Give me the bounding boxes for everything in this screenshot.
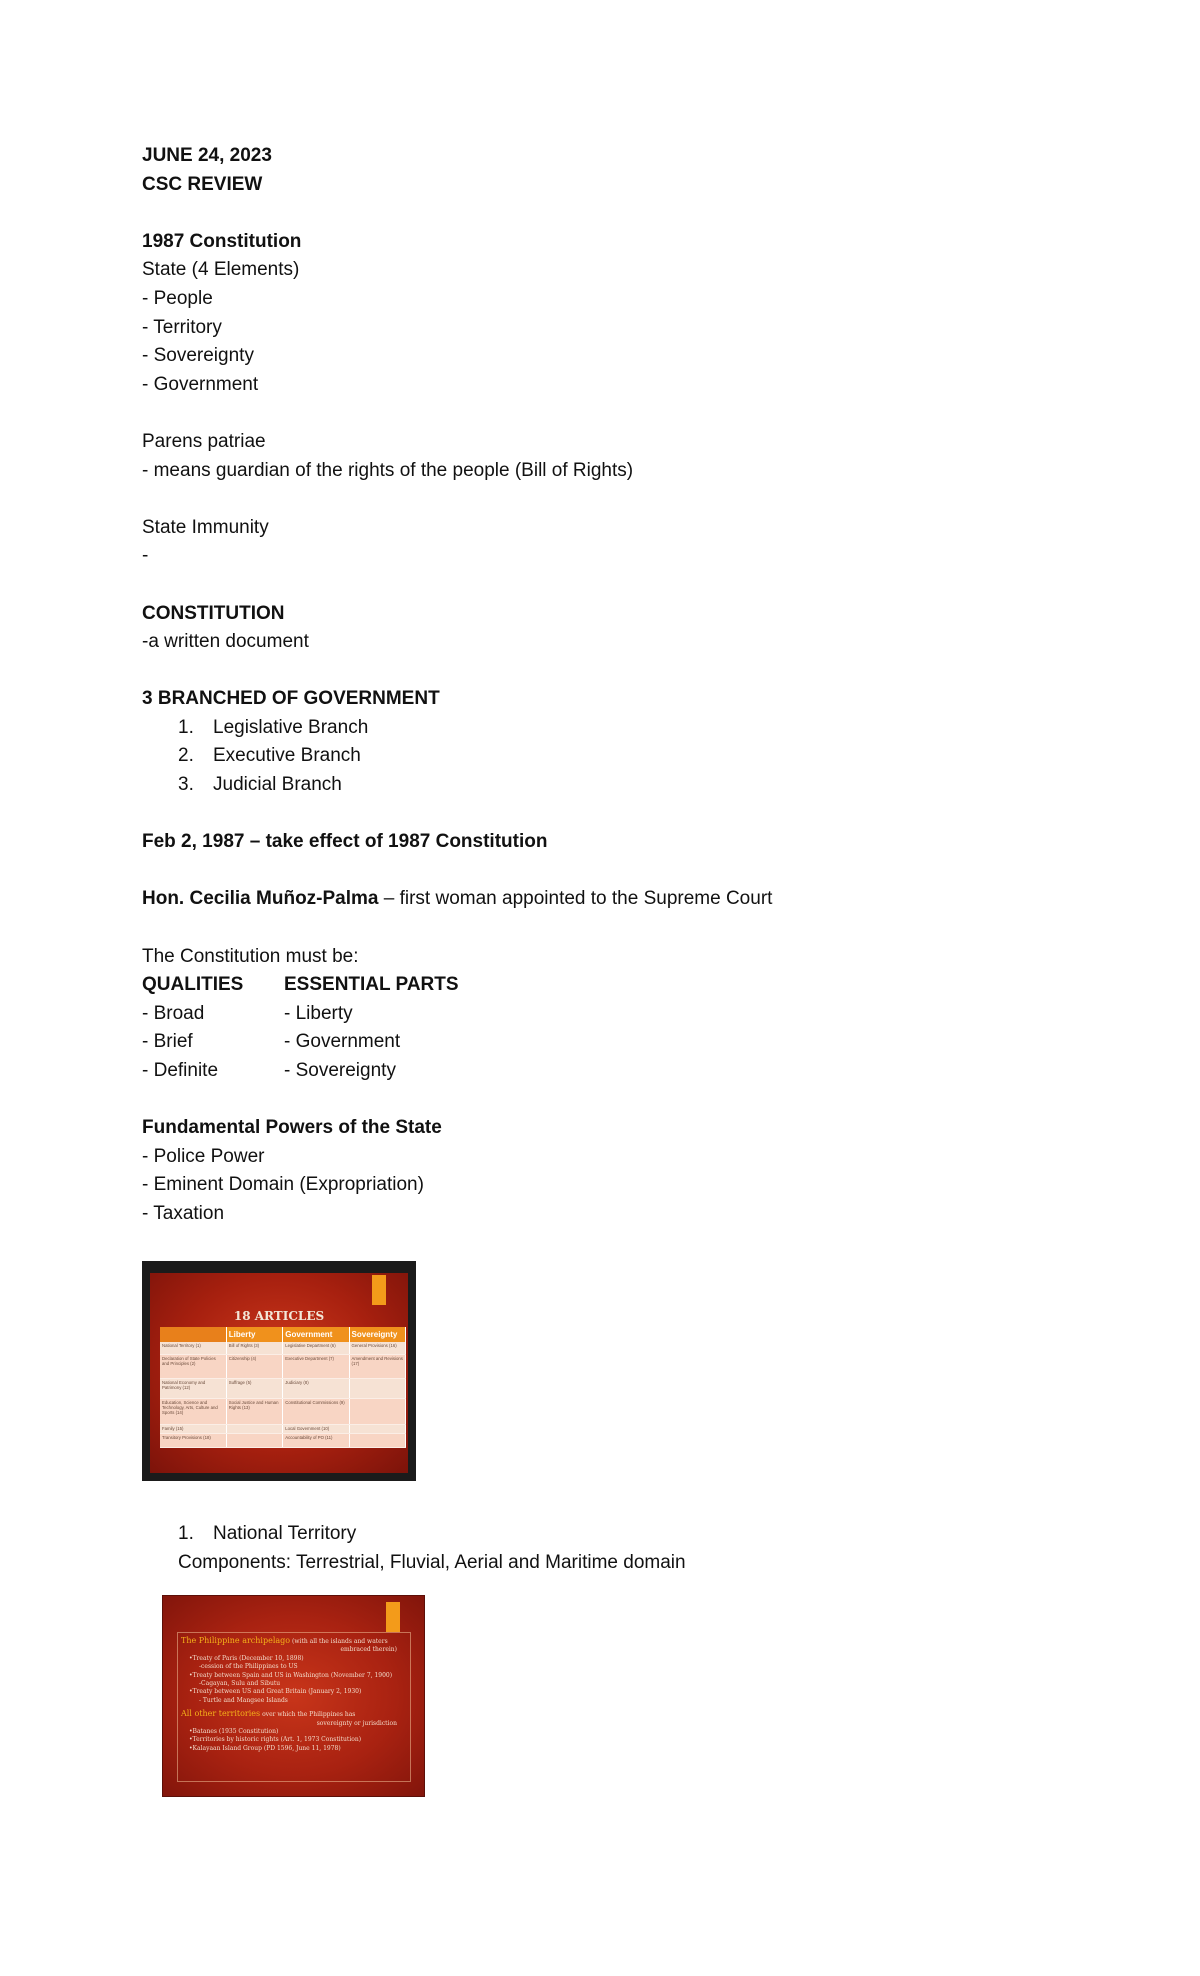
slide-bullet: •Treaty between Spain and US in Washington (November 7, 1900) (189, 1671, 393, 1679)
table-cell: Legislative Department (6) (283, 1342, 349, 1354)
document-title: CSC REVIEW (142, 173, 263, 195)
section-heading: Fundamental Powers of the State (142, 1117, 442, 1139)
territory-section (142, 1520, 1042, 1577)
table-cell: Social Justice and Human Rights (13) (226, 1398, 282, 1424)
table-cell: Local Government (10) (283, 1424, 349, 1433)
slide-bullet: •Territories by historic rights (Art. 1, 1973 Constitution) (189, 1736, 362, 1744)
slide-bullet: •Kalayaan Island Group (PD 1596, June 11, 1978) (189, 1744, 341, 1752)
table-row (160, 1378, 406, 1398)
table-cell: Family (15) (160, 1424, 226, 1433)
table-cell: Education, Science and Technology, Arts, Culture and Sports (14) (160, 1398, 226, 1424)
table-row (160, 1342, 406, 1354)
table-cell: Constitutional Commissions (9) (283, 1398, 349, 1424)
table-cell: Citizenship (4) (226, 1354, 282, 1378)
must-be-intro: The Constitution must be: (142, 945, 359, 967)
list-item (142, 742, 1102, 771)
list-number: 1. (178, 716, 194, 738)
table-cell: Accountability of PO (11) (283, 1433, 349, 1447)
qualities-heading: QUALITIES (142, 974, 244, 996)
list-item (142, 1520, 1042, 1549)
table-cell (226, 1433, 282, 1447)
section-heading: 3 BRANCHED OF GOVERNMENT (142, 688, 440, 710)
table-row (160, 1398, 406, 1424)
slide-text-line: sovereignty or jurisdiction (316, 1719, 397, 1727)
table-header-row (160, 1327, 406, 1342)
section-heading: CONSTITUTION (142, 602, 285, 624)
slide-text (181, 1636, 409, 1753)
slide-text-line: embraced therein) (340, 1646, 397, 1654)
quality-item: - Broad (142, 1002, 205, 1024)
list-item: - Sovereignty (142, 345, 254, 367)
document-body (142, 142, 1102, 1229)
articles-table (160, 1327, 406, 1448)
archipelago-slide-image (162, 1595, 425, 1797)
table-header (160, 1327, 226, 1342)
essential-parts-heading: ESSENTIAL PARTS (284, 974, 459, 996)
table-header: Liberty (226, 1327, 282, 1342)
list-item (142, 714, 1102, 743)
table-cell: National Territory (1) (160, 1342, 226, 1354)
table-cell (349, 1378, 405, 1398)
table-cell: Suffrage (5) (226, 1378, 282, 1398)
table-cell: Executive Department (7) (283, 1354, 349, 1378)
person-name: Hon. Cecilia Muñoz-Palma (142, 888, 379, 910)
table-header: Government (283, 1327, 349, 1342)
list-item: - Government (142, 373, 259, 395)
table-cell: Declaration of State Policies and Principles (2) (160, 1354, 226, 1378)
list-item: - Territory (142, 316, 222, 338)
list-label: Executive Branch (213, 745, 361, 767)
list-number: 2. (178, 745, 194, 767)
palma-note (142, 885, 1102, 914)
table-cell: General Provisions (16) (349, 1342, 405, 1354)
definition: - (142, 545, 149, 567)
section-heading: 1987 Constitution (142, 230, 302, 252)
essential-part-item: - Government (284, 1031, 401, 1053)
table-cell: Judiciary (8) (283, 1378, 349, 1398)
two-column-row (142, 1000, 1102, 1029)
table-cell: Amendment and Revisions (17) (349, 1354, 405, 1378)
quality-item: - Definite (142, 1060, 219, 1081)
table-cell (349, 1433, 405, 1447)
list-item: - Police Power (142, 1145, 265, 1167)
table-cell (349, 1424, 405, 1433)
list-number: 1. (178, 1523, 194, 1544)
slide-sub-bullet: -Cagayan, Sulu and Sibutu (199, 1680, 281, 1688)
quality-item: - Brief (142, 1031, 193, 1053)
effectivity-note: Feb 2, 1987 – take effect of 1987 Constitution (142, 831, 548, 853)
list-item: - People (142, 287, 213, 309)
list-label: National Territory (213, 1523, 357, 1544)
essential-part-item: - Liberty (284, 1002, 353, 1024)
slide-sub-bullet: - Turtle and Mangsee Islands (199, 1696, 288, 1704)
essential-part-item: - Sovereignty (284, 1060, 396, 1081)
list-item: - Eminent Domain (Expropriation) (142, 1174, 424, 1196)
slide-accent-tab (372, 1275, 386, 1305)
territory-components: Components: Terrestrial, Fluvial, Aerial and Maritime domain (178, 1551, 686, 1573)
list-label: Legislative Branch (213, 716, 369, 738)
table-cell (349, 1398, 405, 1424)
table-row (160, 1354, 406, 1378)
table-row (160, 1424, 406, 1433)
table-cell (226, 1424, 282, 1433)
definition: -a written document (142, 631, 309, 653)
document-date: JUNE 24, 2023 (142, 145, 272, 166)
two-column-row (142, 1028, 1102, 1057)
table-header: Sovereignty (349, 1327, 405, 1342)
two-column-headings (142, 971, 1102, 1000)
table-row (160, 1433, 406, 1447)
two-column-row (142, 1057, 1102, 1086)
slide-title: 18 ARTICLES (233, 1309, 325, 1323)
slide-bullet: •Treaty between US and Great Britain (January 2, 1930) (189, 1688, 362, 1696)
list-number: 3. (178, 774, 194, 796)
state-elements-label: State (4 Elements) (142, 259, 300, 281)
list-item: - Taxation (142, 1202, 225, 1224)
list-label: Judicial Branch (213, 774, 342, 796)
slide-heading-suffix: (with all the islands and waters (292, 1638, 388, 1645)
articles-slide-image (142, 1261, 416, 1481)
slide-heading-suffix: over which the Philippines has (262, 1711, 356, 1719)
term: State Immunity (142, 516, 269, 538)
slide-bullet: •Treaty of Paris (December 10, 1898) (189, 1654, 304, 1662)
table-cell: Transitory Provisions (18) (160, 1433, 226, 1447)
slide-background (150, 1273, 408, 1473)
definition: - means guardian of the rights of the people (Bill of Rights) (142, 459, 634, 481)
slide-heading: The Philippine archipelago (181, 1636, 291, 1645)
slide-sub-bullet: -cession of the Philippines to US (199, 1663, 298, 1671)
list-item (142, 771, 1102, 800)
slide-bullet: •Batanes (1935 Constitution) (189, 1728, 279, 1736)
person-description: – first woman appointed to the Supreme Court (378, 888, 773, 910)
table-cell: National Economy and Patrimony (12) (160, 1378, 226, 1398)
term: Parens patriae (142, 430, 266, 452)
slide-heading: All other territories (181, 1709, 261, 1719)
slide-accent-tab (386, 1602, 400, 1632)
table-cell: Bill of Rights (3) (226, 1342, 282, 1354)
